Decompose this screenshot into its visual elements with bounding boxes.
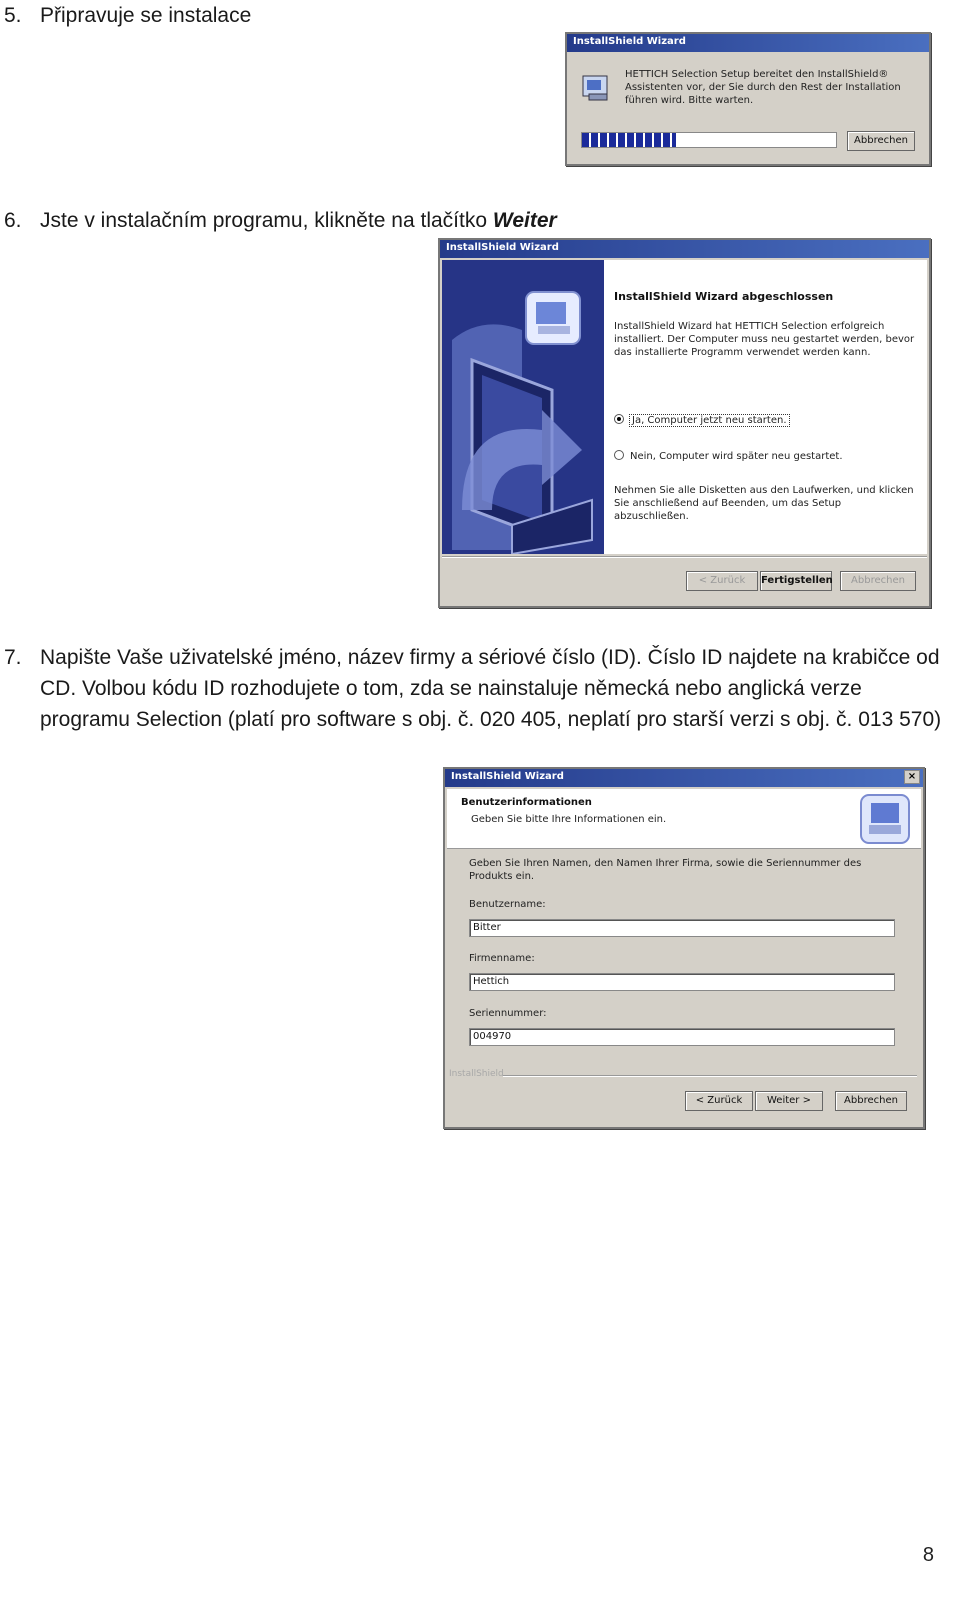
step-text: Jste v instalačním programu, klikněte na tlačítko Weiter [40,209,557,232]
dialog-title-bar: InstallShield Wizard [440,240,929,258]
serial-input[interactable]: 004970 [469,1028,895,1046]
dialog-title-bar: InstallShield Wizard [567,34,929,52]
cancel-button[interactable]: Abbrechen [835,1091,907,1111]
wizard-complete-dialog [438,238,931,608]
finish-button[interactable]: Fertigstellen [760,571,832,591]
username-label: Benutzername: [469,899,546,910]
divider [503,1075,917,1077]
wizard-header [447,789,921,849]
page-number: 8 [922,1544,934,1566]
serial-label: Seriennummer: [469,1008,547,1019]
preparing-setup-dialog [565,32,931,166]
dialog-title-bar: InstallShield Wizard × [445,769,923,787]
progress-bar [581,132,837,148]
installer-icon [581,72,613,102]
wizard-content-panel [604,260,927,554]
restart-later-radio[interactable]: Nein, Computer wird später neu gestartet. [614,450,914,462]
step-number: 5. [4,4,22,27]
step-text: Připravuje se instalace [40,4,252,27]
cancel-button[interactable]: Abbrechen [840,571,916,591]
weiter-emphasis: Weiter [492,209,557,232]
back-button[interactable]: < Zurück [686,571,758,591]
remove-disks-message: Nehmen Sie alle Disketten aus den Laufwerken, und klicken Sie anschließend auf Beenden, um das Setup abzuschließen. [614,485,914,522]
divider [442,556,927,558]
radio-selected-icon [614,414,624,424]
close-icon[interactable]: × [904,770,920,784]
radio-unselected-icon [614,450,624,460]
step-number: 6. [4,209,22,232]
step-number: 7. [4,646,22,669]
installshield-brand: InstallShield [449,1069,504,1079]
cancel-button[interactable]: Abbrechen [847,131,915,151]
step-text: Napište Vaše uživatelské jméno, název firmy a sériové číslo (ID). Číslo ID najdete na krabičce od CD. Volbou kódu ID rozhodujete o tom, zda se nainstaluje německá nebo anglická verze programu Selection (platí pro software s obj. č. 020 405, neplatí pro starší verzi s obj. č. 013 570) [40,646,942,731]
header-title: Benutzerinformationen [461,797,592,808]
success-message: InstallShield Wizard hat HETTICH Selection erfolgreich installiert. Der Computer muss neu gestartet werden, bevor das installierte Programm verwendet werden kann. [614,321,915,358]
company-label: Firmenname: [469,953,535,964]
next-button[interactable]: Weiter > [755,1091,823,1111]
preparing-message: HETTICH Selection Setup bereitet den InstallShield® Assistenten vor, der Sie durch den Rest der Installation führen wird. Bitte warten. [625,69,901,106]
header-subtitle: Geben Sie bitte Ihre Informationen ein. [471,814,667,825]
back-button[interactable]: < Zurück [685,1091,753,1111]
company-input[interactable]: Hettich [469,973,895,991]
wizard-heading: InstallShield Wizard abgeschlossen [614,290,834,303]
intro-text: Geben Sie Ihren Namen, den Namen Ihrer Firma, sowie die Seriennummer des Produkts ein. [469,858,862,882]
user-information-dialog [443,767,925,1129]
username-input[interactable]: Bitter [469,919,895,937]
installer-icon [859,793,911,845]
restart-now-radio[interactable]: Ja, Computer jetzt neu starten. [614,414,914,426]
installshield-computer-art [442,260,604,554]
